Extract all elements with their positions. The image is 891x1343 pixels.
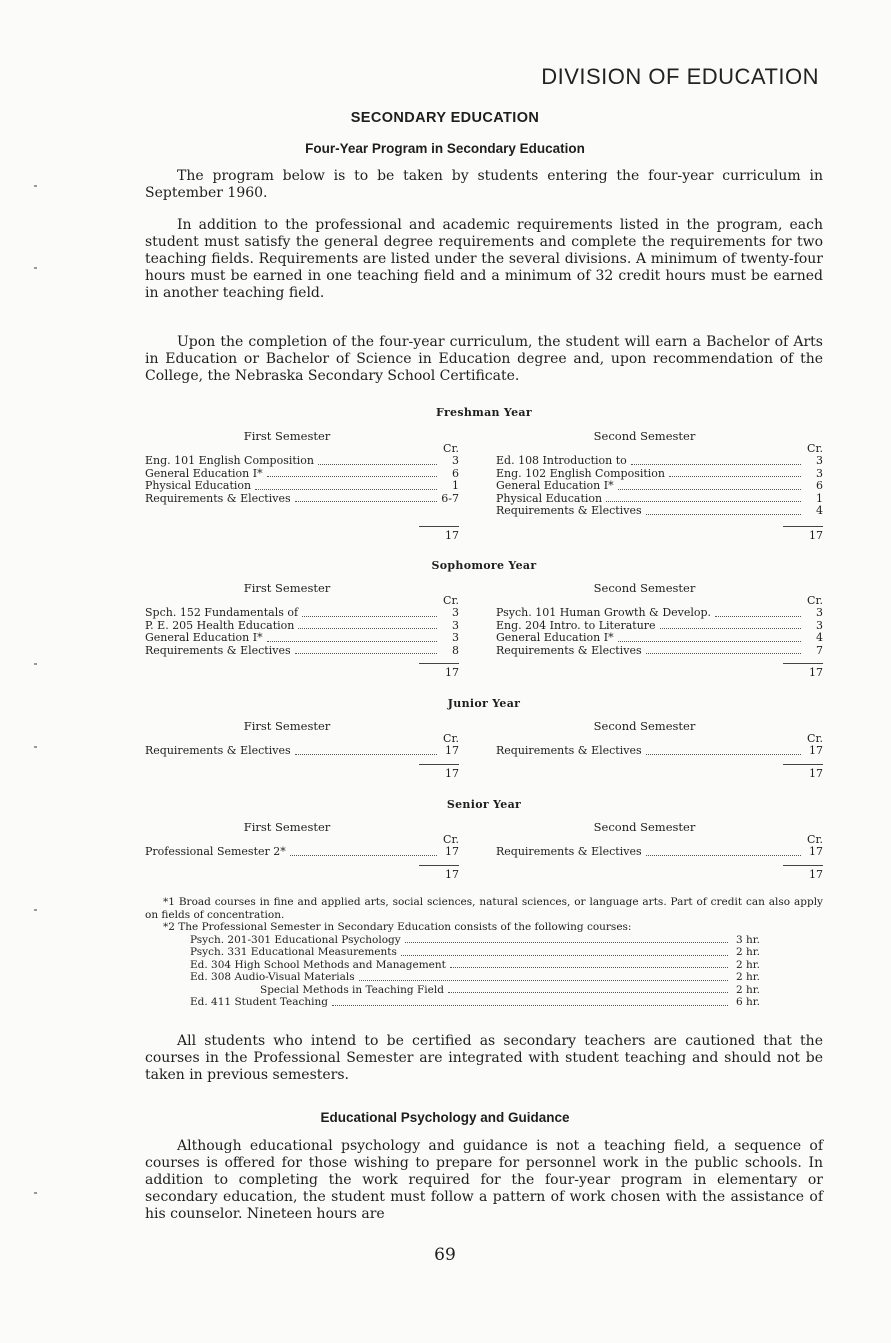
course-credit: 3 bbox=[452, 454, 459, 467]
credit-heading: Cr. bbox=[807, 731, 823, 745]
course-row bbox=[145, 455, 459, 468]
semester-heading: First Semester bbox=[243, 719, 331, 733]
course-credit: 3 bbox=[816, 454, 823, 467]
semester-total: 17 bbox=[783, 663, 823, 680]
course-name: General Education I* bbox=[496, 479, 614, 492]
semester-heading: First Semester bbox=[243, 581, 331, 595]
course-name: Ed. 308 Audio-Visual Materials bbox=[190, 971, 355, 983]
second-semester-column bbox=[496, 720, 823, 758]
course-credit: 6-7 bbox=[441, 491, 459, 505]
footnotes bbox=[145, 896, 823, 1009]
semester-total: 17 bbox=[783, 865, 823, 882]
credit-heading: Cr. bbox=[443, 593, 459, 607]
course-row bbox=[145, 607, 459, 620]
course-credit: 17 bbox=[809, 744, 823, 757]
course-name: Professional Semester 2* bbox=[145, 845, 286, 858]
intro-paragraph: The program below is to be taken by students entering the four-year curriculum in September 1960. bbox=[145, 168, 823, 201]
first-semester-column bbox=[145, 821, 459, 859]
course-credit: 17 bbox=[809, 845, 823, 858]
course-name: Psych. 331 Educational Measurements bbox=[190, 946, 397, 958]
course-row bbox=[145, 846, 459, 859]
subsection-title: Four-Year Program in Secondary Education bbox=[305, 141, 585, 156]
sophomore-year bbox=[145, 560, 823, 680]
list-item bbox=[190, 959, 770, 972]
semester-total: 17 bbox=[419, 663, 459, 680]
course-row bbox=[496, 745, 823, 758]
semester-total: 17 bbox=[419, 764, 459, 781]
course-name: P. E. 205 Health Education bbox=[145, 618, 295, 632]
running-head: DIVISION OF EDUCATION bbox=[541, 64, 819, 89]
year-title: Senior Year bbox=[446, 798, 522, 811]
course-row bbox=[496, 480, 823, 493]
course-row bbox=[496, 607, 823, 620]
course-credit: 4 bbox=[816, 631, 823, 644]
list-item bbox=[190, 946, 770, 959]
course-row bbox=[496, 455, 823, 468]
course-hours: 2 hr. bbox=[736, 946, 760, 958]
course-name: Psych. 201-301 Educational Psychology bbox=[190, 933, 401, 946]
course-credit: 17 bbox=[445, 845, 459, 858]
course-name: Psych. 101 Human Growth & Develop. bbox=[496, 606, 712, 619]
course-credit: 6 bbox=[452, 466, 459, 480]
list-item bbox=[190, 996, 770, 1009]
course-hours: 2 hr. bbox=[736, 958, 760, 971]
course-hours: 2 hr. bbox=[736, 971, 760, 983]
credit-heading: Cr. bbox=[443, 731, 459, 745]
course-name: Ed. 108 Introduction to bbox=[496, 454, 627, 467]
course-credit: 3 bbox=[452, 618, 459, 632]
course-row bbox=[145, 745, 459, 758]
course-name: Eng. 204 Intro. to Literature bbox=[496, 618, 656, 632]
first-semester-column bbox=[145, 430, 459, 505]
semester-heading: First Semester bbox=[243, 820, 331, 834]
course-name: Eng. 101 English Composition bbox=[145, 454, 315, 467]
year-title: Sophomore Year bbox=[431, 559, 537, 572]
semester-total: 17 bbox=[419, 865, 459, 882]
course-name: Eng. 102 English Composition bbox=[496, 466, 666, 480]
semester-heading: Second Semester bbox=[593, 820, 696, 834]
course-name: Special Methods in Teaching Field bbox=[260, 983, 444, 996]
section-title: SECONDARY EDUCATION bbox=[350, 110, 540, 126]
page-number: 69 bbox=[434, 1245, 456, 1265]
scan-mark bbox=[34, 1192, 37, 1194]
credit-heading: Cr. bbox=[807, 593, 823, 607]
scan-mark bbox=[34, 746, 37, 748]
course-name: Requirements & Electives bbox=[145, 643, 291, 657]
course-credit: 3 bbox=[816, 606, 823, 619]
list-item bbox=[190, 934, 770, 947]
course-hours: 2 hr. bbox=[736, 983, 760, 996]
footnote-2: *2 The Professional Semester in Secondary Education consists of the following courses: bbox=[163, 921, 632, 933]
scan-mark bbox=[34, 663, 37, 665]
course-name: Spch. 152 Fundamentals of bbox=[145, 606, 299, 619]
course-name: Physical Education bbox=[496, 491, 603, 505]
course-credit: 3 bbox=[452, 606, 459, 619]
credit-heading: Cr. bbox=[807, 832, 823, 846]
course-credit: 8 bbox=[452, 643, 459, 657]
course-credit: 3 bbox=[816, 618, 823, 632]
semester-heading: Second Semester bbox=[593, 719, 696, 733]
course-name: Ed. 411 Student Teaching bbox=[190, 996, 329, 1008]
course-row bbox=[145, 493, 459, 506]
second-semester-column bbox=[496, 821, 823, 859]
freshman-year bbox=[145, 406, 823, 542]
course-name: Requirements & Electives bbox=[496, 744, 642, 757]
first-semester-column bbox=[145, 582, 459, 657]
course-row bbox=[145, 480, 459, 493]
year-title: Junior Year bbox=[447, 697, 521, 710]
course-name: General Education I* bbox=[145, 466, 263, 480]
course-name: Requirements & Electives bbox=[145, 491, 291, 505]
first-semester-column bbox=[145, 720, 459, 758]
course-credit: 17 bbox=[445, 744, 459, 757]
course-credit: 3 bbox=[452, 631, 459, 644]
course-name: Ed. 304 High School Methods and Management bbox=[190, 958, 446, 971]
semester-heading: Second Semester bbox=[593, 429, 696, 443]
professional-semester-courses bbox=[190, 934, 770, 1009]
course-credit: 4 bbox=[816, 504, 823, 517]
second-semester-column bbox=[496, 582, 823, 657]
semester-heading: First Semester bbox=[243, 429, 331, 443]
course-credit: 6 bbox=[816, 479, 823, 492]
course-row bbox=[496, 505, 823, 518]
course-credit: 1 bbox=[816, 491, 823, 505]
course-name: Physical Education bbox=[145, 479, 252, 492]
guidance-paragraph: Although educational psychology and guidance is not a teaching field, a sequence of courses is offered for those wishing to prepare for personnel work in the public schools. In addition to completing the work required for the four-year program in elementary or secondary education, the student must follow a pattern of work chosen with the assistance of his counselor. Nineteen hours are bbox=[145, 1138, 823, 1222]
section-title-guidance: Educational Psychology and Guidance bbox=[320, 1110, 570, 1125]
course-name: General Education I* bbox=[145, 631, 263, 644]
course-name: Requirements & Electives bbox=[496, 845, 642, 858]
semester-heading: Second Semester bbox=[593, 581, 696, 595]
course-row bbox=[496, 645, 823, 658]
scan-mark bbox=[34, 267, 37, 269]
semester-total: 17 bbox=[783, 764, 823, 781]
scan-mark bbox=[34, 909, 37, 911]
caution-paragraph: All students who intend to be certified as secondary teachers are cautioned that the courses in the Professional Semester are integrated with student teaching and should not be taken in previous semesters. bbox=[145, 1033, 823, 1083]
semester-total: 17 bbox=[783, 526, 823, 543]
credit-heading: Cr. bbox=[443, 441, 459, 455]
course-row bbox=[496, 846, 823, 859]
course-row bbox=[496, 632, 823, 645]
course-row bbox=[145, 645, 459, 658]
course-name: General Education I* bbox=[496, 631, 614, 644]
degree-paragraph: Upon the completion of the four-year curriculum, the student will earn a Bachelor of Arts in Education or Bachelor of Science in Education degree and, upon recommendation of the College, the Nebraska Secondary School Certificate. bbox=[145, 334, 823, 384]
course-hours: 3 hr. bbox=[736, 933, 760, 946]
course-credit: 3 bbox=[816, 466, 823, 480]
senior-year bbox=[145, 799, 823, 884]
course-credit: 1 bbox=[452, 479, 459, 492]
list-item bbox=[190, 971, 770, 984]
semester-total: 17 bbox=[419, 526, 459, 543]
course-hours: 6 hr. bbox=[736, 996, 760, 1008]
course-name: Requirements & Electives bbox=[145, 744, 291, 757]
year-title: Freshman Year bbox=[436, 406, 532, 419]
course-row bbox=[145, 632, 459, 645]
credit-heading: Cr. bbox=[807, 441, 823, 455]
list-item bbox=[190, 984, 770, 997]
second-semester-column bbox=[496, 430, 823, 518]
junior-year bbox=[145, 698, 823, 783]
course-name: Requirements & Electives bbox=[496, 643, 642, 657]
footnote-1: *1 Broad courses in fine and applied arts, social sciences, natural sciences, or language arts. Part of credit can also apply on fields of concentration. bbox=[145, 896, 823, 921]
scan-mark bbox=[34, 185, 37, 187]
credit-heading: Cr. bbox=[443, 832, 459, 846]
course-credit: 7 bbox=[816, 643, 823, 657]
requirements-paragraph: In addition to the professional and academic requirements listed in the program, each student must satisfy the general degree requirements and complete the requirements for two teaching fields. Requirements are listed under the several divisions. A minimum of twenty-four hours must be earned in one teaching field and a minimum of 32 credit hours must be earned in another teaching field. bbox=[145, 217, 823, 301]
course-name: Requirements & Electives bbox=[496, 504, 642, 517]
